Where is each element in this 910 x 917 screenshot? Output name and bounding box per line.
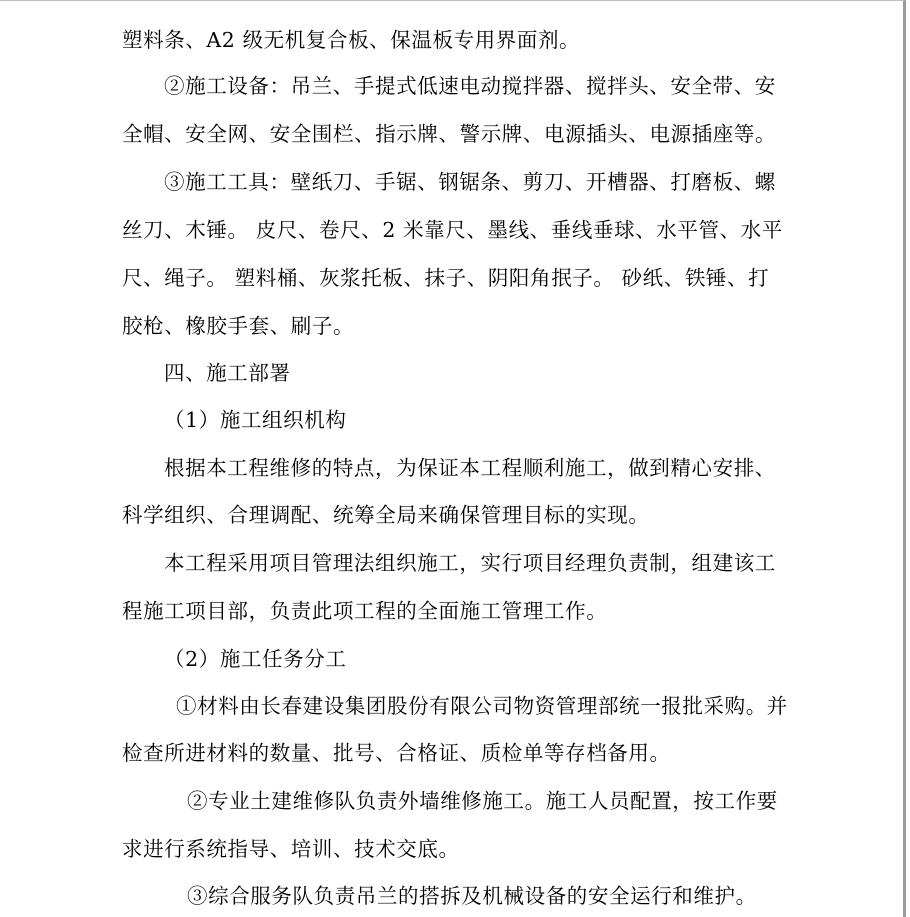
- subsection-heading-1: （1）施工组织机构: [164, 408, 347, 432]
- text-line-management: 本工程采用项目管理法组织施工，实行项目经理负责制，组建该工: [164, 551, 776, 575]
- text-line-organization: 根据本工程维修的特点，为保证本工程顺利施工，做到精心安排、: [164, 456, 776, 480]
- text-line-tools-cont-3: 胶枪、橡胶手套、刷子。: [122, 314, 355, 338]
- text-line-tools-cont-1: 丝刀、木锤。 皮尺、卷尺、2 米靠尺、墨线、垂线垂球、水平管、水平: [122, 218, 783, 242]
- text-line-tools-cont-2: 尺、绳子。 塑料桶、灰浆托板、抹子、阴阳角抿子。 砂纸、铁锤、打: [122, 266, 770, 290]
- subsection-heading-2: （2）施工任务分工: [164, 647, 347, 671]
- text-line-equipment-cont: 全帽、安全网、安全围栏、指示牌、警示牌、电源插头、电源插座等。: [122, 122, 777, 146]
- text-line-management-cont: 程施工项目部，负责此项工程的全面施工管理工作。: [122, 599, 608, 623]
- text-line-task-3: ③综合服务队负责吊兰的搭拆及机械设备的安全运行和维护。: [187, 884, 757, 908]
- text-line-task-1: ①材料由长春建设集团股份有限公司物资管理部统一报批采购。并: [176, 694, 788, 718]
- text-line-materials-end: 塑料条、A2 级无机复合板、保温板专用界面剂。: [122, 28, 581, 52]
- text-line-organization-cont: 科学组织、合理调配、统筹全局来确保管理目标的实现。: [122, 503, 650, 527]
- text-line-equipment: ②施工设备：吊兰、手提式低速电动搅拌器、搅拌头、安全带、安: [164, 74, 776, 98]
- text-line-task-2: ②专业土建维修队负责外墙维修施工。施工人员配置，按工作要: [187, 789, 778, 813]
- text-line-tools: ③施工工具：壁纸刀、手锯、钢锯条、剪刀、开槽器、打磨板、螺: [164, 170, 776, 194]
- text-line-task-2-cont: 求进行系统指导、培训、技术交底。: [122, 837, 460, 861]
- text-line-task-1-cont: 检查所进材料的数量、批号、合格证、质检单等存档备用。: [122, 741, 671, 765]
- section-heading: 四、施工部署: [164, 361, 291, 385]
